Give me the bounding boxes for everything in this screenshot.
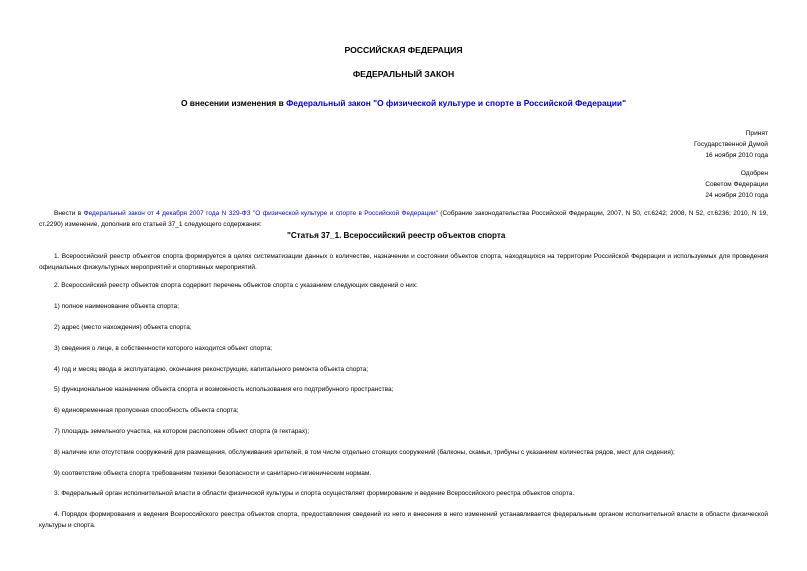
approved-body: Советом Федерации bbox=[705, 181, 768, 188]
intro-prefix: Внести в bbox=[54, 210, 84, 217]
intro-law-link[interactable]: Федеральный закон от 4 декабря 2007 года N 329-ФЗ "О физической культуре и спорте в Российской Федерации" bbox=[83, 210, 438, 217]
list-item: 1) полное наименование объекта спорта; bbox=[54, 303, 179, 310]
adopted-date: 16 ноября 2010 года bbox=[705, 152, 768, 159]
list-item: 9) соответствие объекта спорта требованиям техники безопасности и санитарно-гигиеническим нормам. bbox=[54, 470, 372, 477]
law-type-heading: ФЕДЕРАЛЬНЫЙ ЗАКОН bbox=[352, 69, 455, 79]
adopted-label: Принят bbox=[745, 130, 768, 137]
list-item: 8) наличие или отсутствие сооружений для размещения, обслуживания зрителей, в том числе отдельно стоящих сооружений (балконы, скамьи, трибуны с указанием количества рядов, мест для сидения); bbox=[54, 449, 675, 456]
paragraph-4: 4. Порядок формирования и ведения Всероссийского реестра объектов спорта, предоставления сведений из него и внесения в него изменений устанавливается федеральным органом исполнительной власти в области физической культуры и спорта. bbox=[39, 511, 768, 529]
intro-paragraph bbox=[39, 209, 768, 230]
list-item: 5) функциональное назначение объекта спорта и возможность использования его подтрибунного пространства; bbox=[54, 386, 394, 393]
list-item: 2) адрес (место нахождения) объекта спорта; bbox=[54, 324, 192, 331]
list-item: 4) год и месяц ввода в эксплуатацию, окончания реконструкции, капитального ремонта объекта спорта; bbox=[54, 366, 369, 373]
adopted-block bbox=[694, 128, 768, 161]
federation-heading: РОССИЙСКАЯ ФЕДЕРАЦИЯ bbox=[344, 45, 463, 55]
list-item: 7) площадь земельного участка, на котором расположен объект спорта (в гектарах); bbox=[54, 428, 310, 435]
approved-block bbox=[705, 168, 768, 201]
list-item: 3) сведения о лице, в собственности которого находится объект спорта; bbox=[54, 345, 273, 352]
approved-date: 24 ноября 2010 года bbox=[705, 192, 768, 199]
list-item: 6) единовременная пропускная способность объекта спорта; bbox=[54, 407, 239, 414]
law-title-link[interactable]: Федеральный закон "О физической культуре и спорте в Российской Федерации" bbox=[286, 98, 627, 108]
adopted-body: Государственной Думой bbox=[694, 141, 768, 148]
paragraph-1: 1. Всероссийский реестр объектов спорта формируется в целях систематизации данных о количестве, назначении и состоянии объектов спорта, находящихся на территории Российской Федерации и используемых для проведения официальных физкультурных мероприятий и спортивных мероприятий. bbox=[39, 253, 768, 271]
paragraph-2: 2. Всероссийский реестр объектов спорта содержит перечень объектов спорта с указанием следующих сведений о них: bbox=[54, 282, 418, 289]
intro-suffix: (Собрание законодательства Российской Федерации, 2007, N 50, ст.6242; 2008, N 52, ст.6236; 2010, N 19, ст.2290) изменение, дополнив его статьей 37_1 следующего содержания: bbox=[39, 210, 768, 228]
paragraph-3: 3. Федеральный орган исполнительной власти в области физической культуры и спорта осуществляет формирование и ведение Всероссийского реестра объектов спорта. bbox=[54, 490, 575, 497]
law-title-prefix: О внесении изменения в bbox=[180, 98, 287, 108]
article-title: "Статья 37_1. Всероссийский реестр объектов спорта bbox=[287, 231, 506, 240]
law-title bbox=[0, 98, 807, 108]
approved-label: Одобрен bbox=[740, 170, 768, 177]
